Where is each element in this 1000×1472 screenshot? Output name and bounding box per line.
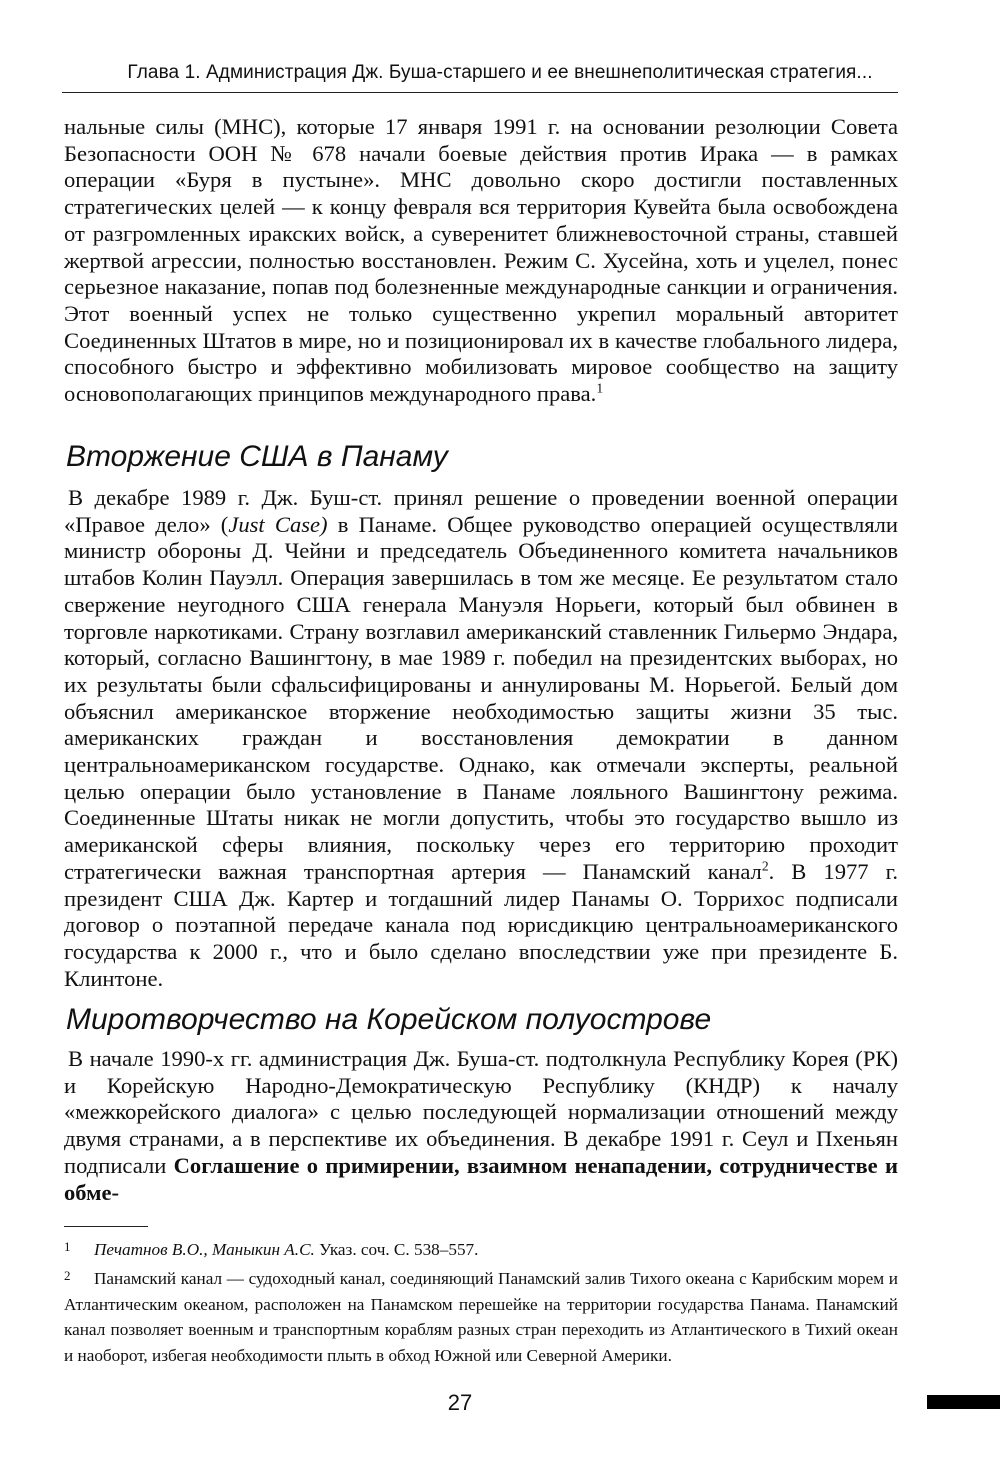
panama-block: [64, 485, 898, 992]
korea-text-a: В начале 1990-х гг. администрация Дж. Буша-ст. подтолкнула Республику Корея (РК) и Корейскую Народно-Демократическую Республику (КНДР) к началу «межкорейского диалога» с целью последующей нормализации отношений между двумя странами, а в перспективе их объединения. В декабре 1991 г. Сеул и Пхеньян подписали: [64, 1046, 898, 1178]
panama-text-b: в Панаме. Общее руководство операцией осуществляли министр обороны Д. Чейни и председатель Объединенного комитета начальников штабов Колин Пауэлл. Операция завершилась в том же месяце. Ее результатом стало свержение неугодного США генерала Мануэля Норьеги, который был обвинен в торговле наркотиками. Страну возглавил американский ставленник Гильермо Эндара, который, согласно Вашингтону, в мае 1989 г. победил на президентских выборах, но их результаты были сфальсифицированы и аннулированы М. Норьегой. Белый дом объяснил американское вторжение необходимостью защиты жизни 35 тыс. американских граждан и восстановления демократии в данном центральноамериканском государстве. Однако, как отмечали эксперты, реальной целью операции было установление в Панаме лояльного Вашингтону режима. Соединенные Штаты никак не могли допустить, чтобы это государство вышло из американской сферы влияния, поскольку через его территорию проходит стратегически важная транспортная артерия — Панамский канал: [64, 511, 898, 884]
footnote-text: Панамский канал — судоходный канал, соединяющий Панамский залив Тихого океана с Карибским морем и Атлантическим океаном, расположен на Панамском перешейке на территории государства Панама. Панамский канал позволяет военным и транспортным кораблям разных стран переходить из Атлантического в Тихий океан и наоборот, избегая необходимости плыть в обход Южной или Северной Америки.: [64, 1269, 898, 1365]
korea-block: [64, 1046, 898, 1206]
korea-agreement-title: Соглашение о примирении, взаимном ненападении, сотрудничестве и обме-: [64, 1152, 898, 1205]
footnote-ref-1[interactable]: 1: [596, 380, 604, 396]
footnote-number: 2: [64, 1268, 71, 1283]
header-rule: [62, 92, 898, 93]
intro-text: нальные силы (МНС), которые 17 января 1991 г. на основании резолюции Совета Безопасности ООН № 678 начали боевые действия против Ирака — в рамках операции «Буря в пустыне». МНС довольно скоро достигли поставленных стратегических целей — к концу февраля вся территория Кувейта была освобождена от разгромленных иракских войск, а суверенитет ближневосточной страны, ставшей жертвой агрессии, полностью восстановлен. Режим С. Хусейна, хоть и уцелел, понес серьезное наказание, попав под болезненные международные санкции и ограничения. Этот военный успех не только существенно укрепил моральный авторитет Соединенных Штатов в мире, но и позиционировал их в качестве глобального лидера, способного быстро и эффективно мобилизовать мировое сообщество на защиту основополагающих принципов международного права.: [64, 114, 898, 407]
running-header: Глава 1. Администрация Дж. Буша-старшего и ее внешнеполитическая стратегия...: [127, 62, 873, 83]
footnote-number: 1: [64, 1239, 71, 1254]
footnote-1: [64, 1234, 898, 1263]
footnote-ref-2[interactable]: 2: [761, 858, 769, 874]
section-heading-korea: Миротворчество на Корейском полуострове: [66, 1003, 712, 1036]
intro-block: [64, 114, 898, 408]
section-heading-panama: Вторжение США в Панаму: [66, 440, 448, 473]
page-number: 27: [447, 1390, 473, 1415]
footnote-rule: [64, 1226, 148, 1227]
page-edge-bar: [927, 1395, 1000, 1409]
footnote-text: Указ. соч. С. 538–557.: [314, 1240, 479, 1259]
footnote-2: [64, 1263, 898, 1368]
panama-paragraph: [64, 485, 898, 992]
footnote-authors: Печатнов В.О., Маныкин А.С.: [94, 1240, 315, 1259]
intro-paragraph: [64, 114, 898, 408]
panama-text-c: . В 1977 г. президент США Дж. Картер и тогдашний лидер Панамы О. Торрихос подписали договор о поэтапной передаче канала под юрисдикцию центральноамериканского государства к 2000 г., что и было сделано впоследствии уже при президенте Б. Клинтоне.: [64, 858, 899, 991]
panama-operation-name: Just Case): [228, 511, 328, 537]
korea-paragraph: [64, 1046, 898, 1206]
panama-text-a: В декабре 1989 г. Дж. Буш-ст. принял решение о проведении военной операции «Правое дело» (: [64, 485, 898, 537]
